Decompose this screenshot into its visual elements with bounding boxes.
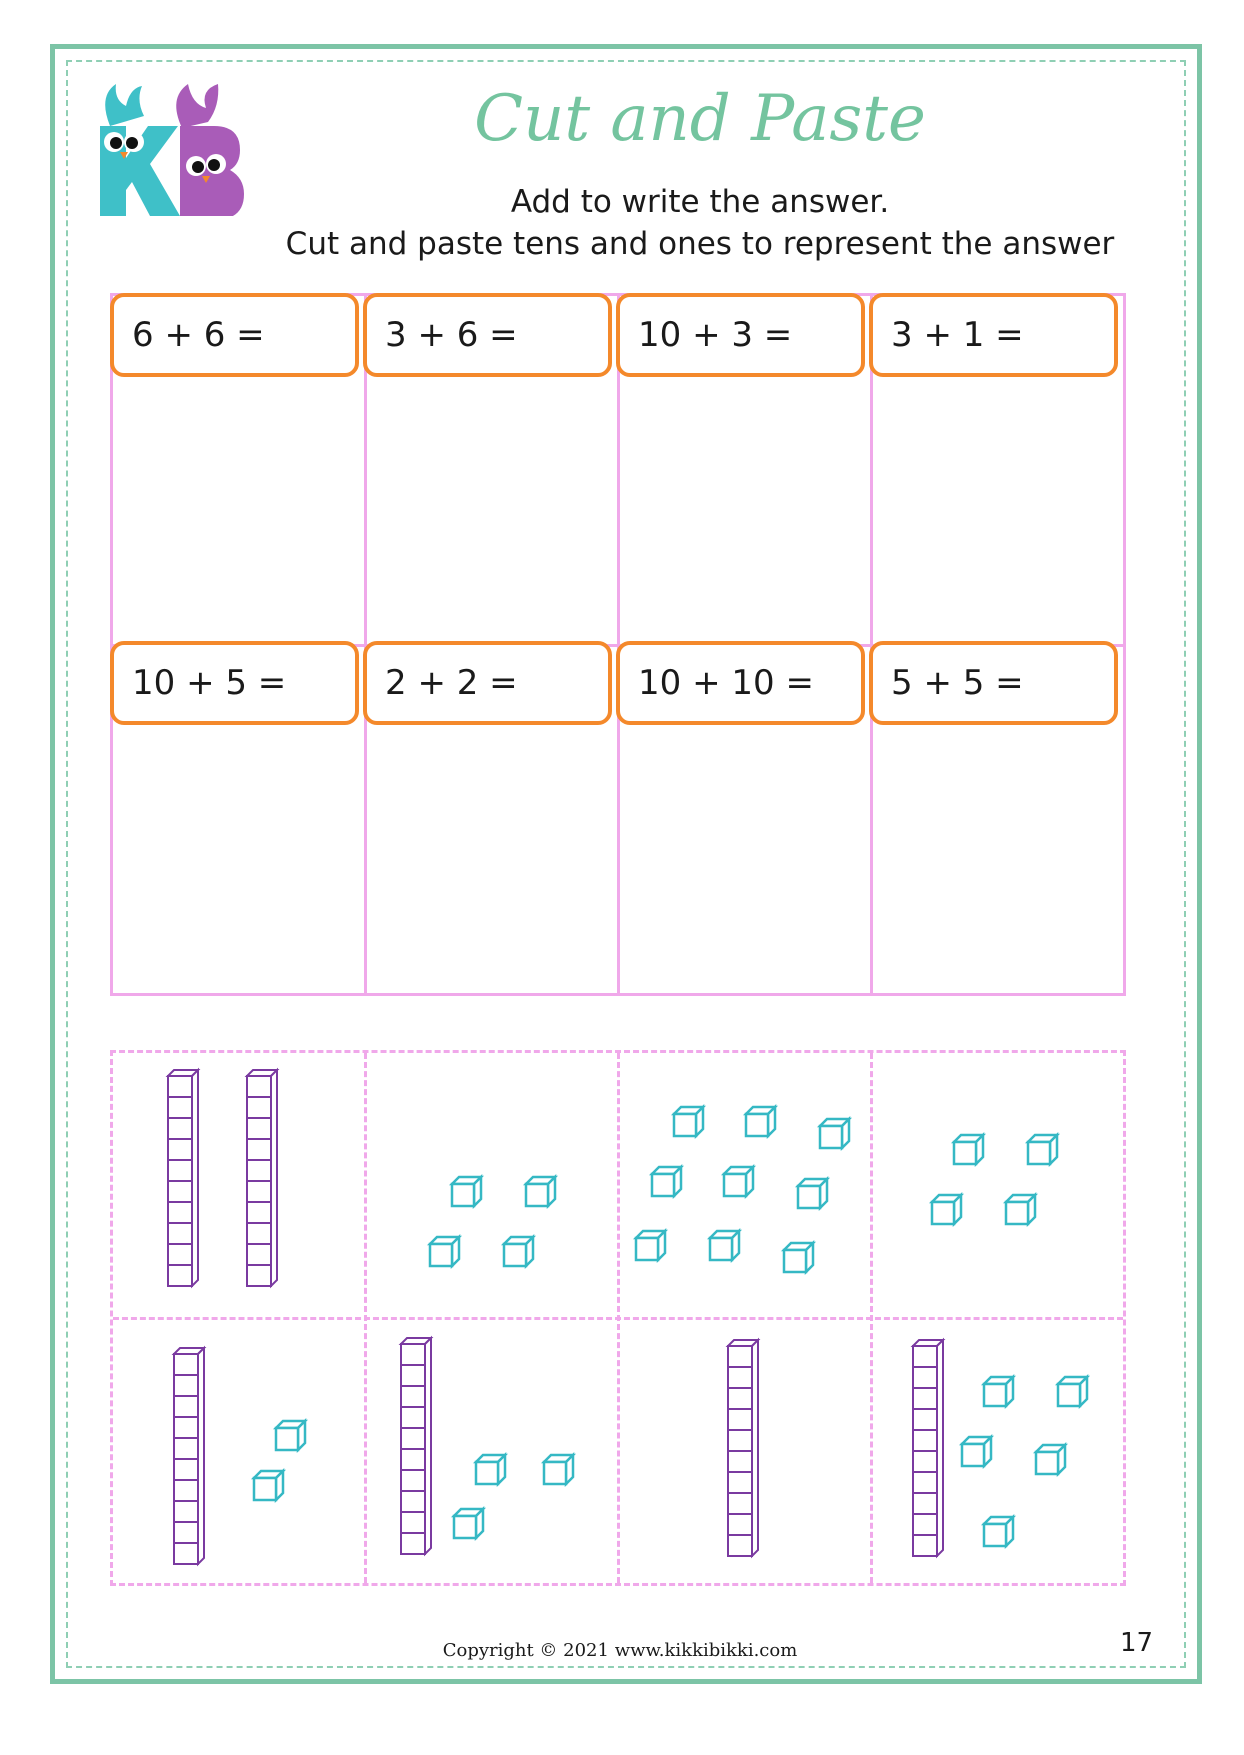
- kikkibikki-birds-logo-icon: [88, 76, 248, 216]
- one-cube: [784, 1243, 813, 1272]
- one-cube: [1028, 1135, 1057, 1164]
- equation-box: 3 + 1 =: [869, 293, 1118, 377]
- one-cube: [476, 1455, 505, 1484]
- one-cube: [746, 1107, 775, 1136]
- ten-rod: [728, 1340, 758, 1556]
- instruction-add: Add to write the answer.: [510, 184, 890, 220]
- page-title: Cut and Paste: [474, 82, 926, 156]
- one-cube: [820, 1119, 849, 1148]
- ten-rod: [401, 1338, 431, 1554]
- one-cube: [652, 1167, 681, 1196]
- equation-box: 10 + 10 =: [616, 641, 865, 725]
- equation-box: 3 + 6 =: [363, 293, 612, 377]
- one-cube: [984, 1377, 1013, 1406]
- ten-rod: [168, 1070, 198, 1286]
- one-cube: [1058, 1377, 1087, 1406]
- one-cube: [724, 1167, 753, 1196]
- one-cube: [254, 1471, 283, 1500]
- one-cube: [962, 1437, 991, 1466]
- equation-box: 5 + 5 =: [869, 641, 1118, 725]
- one-cube: [636, 1231, 665, 1260]
- one-cube: [674, 1107, 703, 1136]
- base-ten-blocks: [110, 1050, 1126, 1586]
- ten-rod: [913, 1340, 943, 1556]
- equation-box: 2 + 2 =: [363, 641, 612, 725]
- one-cube: [1006, 1195, 1035, 1224]
- one-cube: [454, 1509, 483, 1538]
- one-cube: [1036, 1445, 1065, 1474]
- one-cube: [526, 1177, 555, 1206]
- equation-box: 6 + 6 =: [110, 293, 359, 377]
- instruction-cut-paste: Cut and paste tens and ones to represent the answer: [285, 226, 1115, 262]
- equation-box: 10 + 3 =: [616, 293, 865, 377]
- one-cube: [544, 1455, 573, 1484]
- one-cube: [798, 1179, 827, 1208]
- one-cube: [504, 1237, 533, 1266]
- one-cube: [430, 1237, 459, 1266]
- one-cube: [932, 1195, 961, 1224]
- one-cube: [452, 1177, 481, 1206]
- copyright: Copyright © 2021 www.kikkibikki.com: [442, 1640, 798, 1661]
- ten-rod: [174, 1348, 204, 1564]
- ten-rod: [247, 1070, 277, 1286]
- equation-box: 10 + 5 =: [110, 641, 359, 725]
- one-cube: [276, 1421, 305, 1450]
- one-cube: [954, 1135, 983, 1164]
- one-cube: [984, 1517, 1013, 1546]
- page-number: 17: [1120, 1628, 1154, 1658]
- one-cube: [710, 1231, 739, 1260]
